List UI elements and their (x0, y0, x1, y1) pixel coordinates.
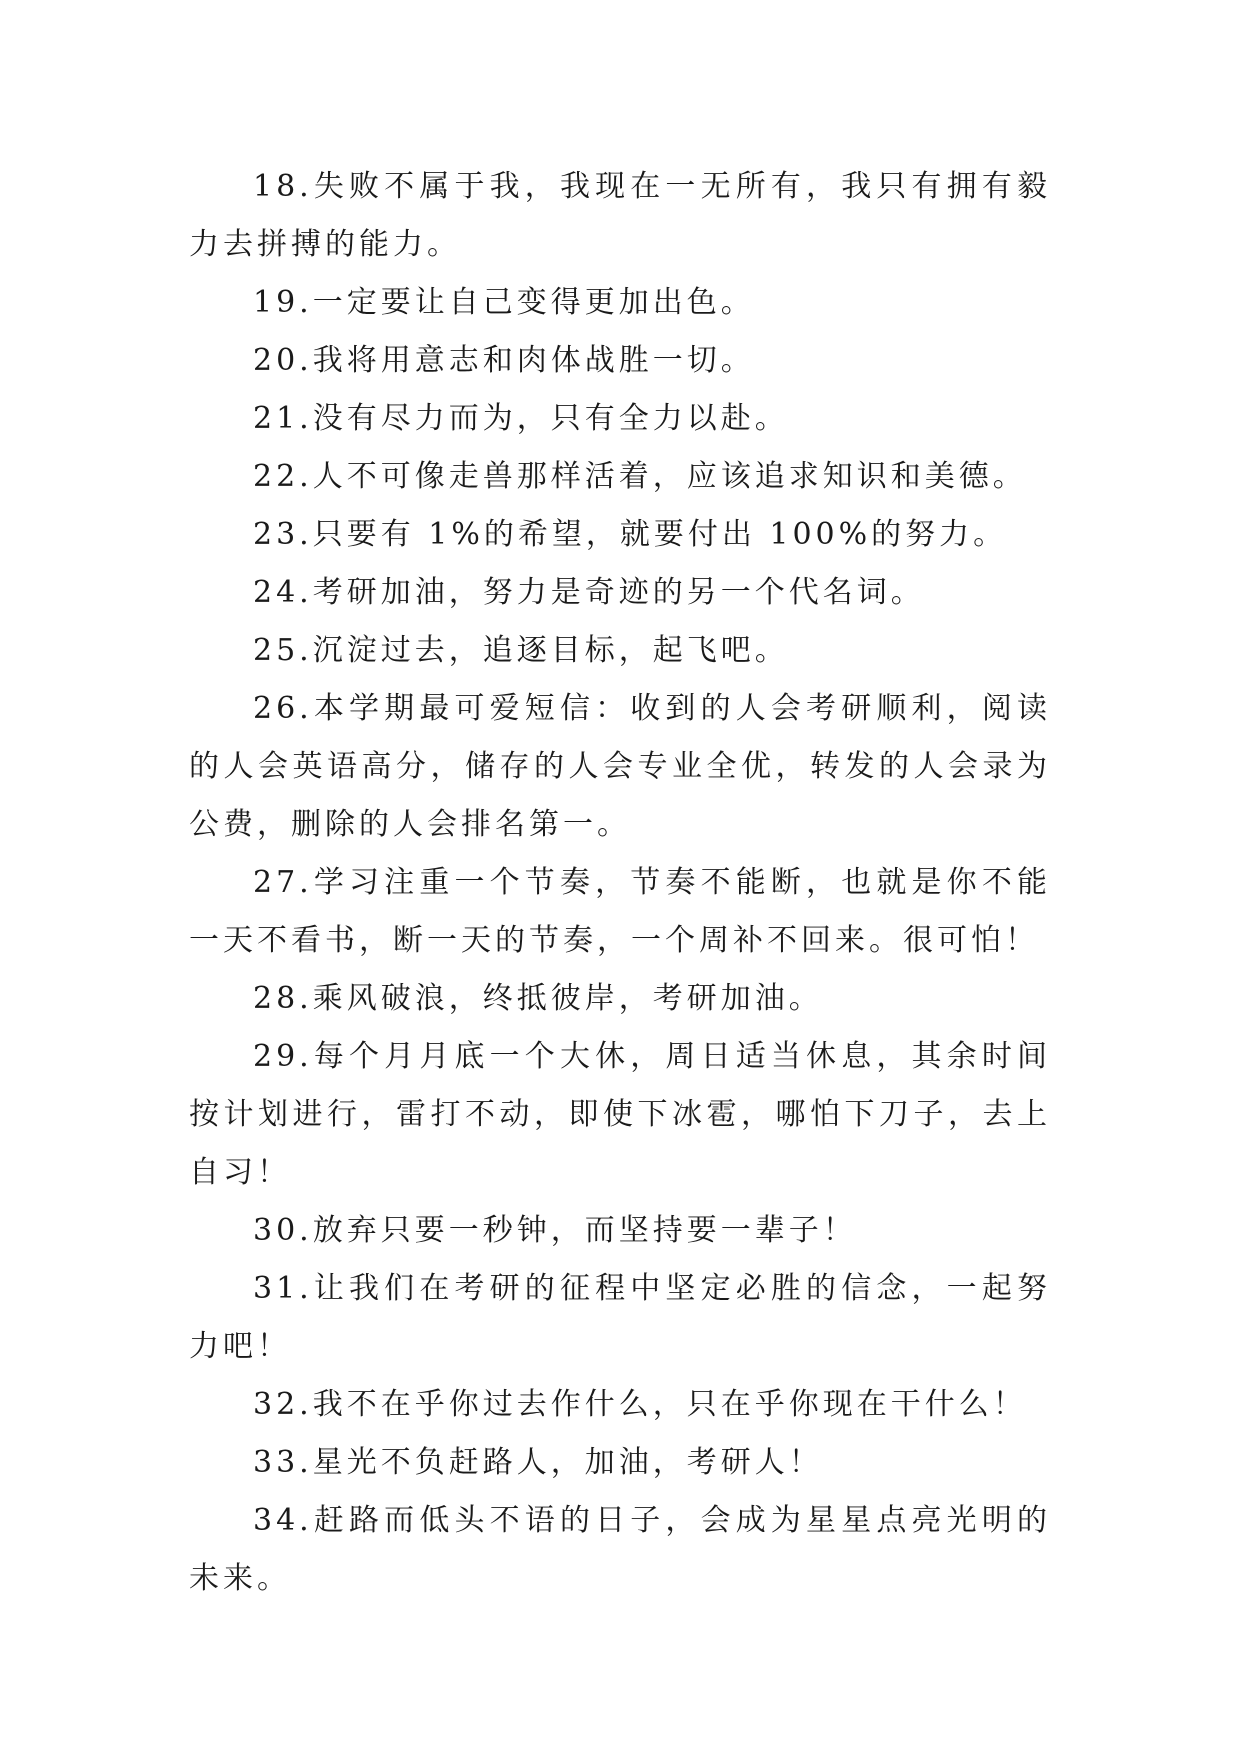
paragraph-22: 22.人不可像走兽那样活着，应该追求知识和美德。 (253, 459, 1027, 494)
paragraph-27: 27.学习注重一个节奏，节奏不能断，也就是你不能一天不看书，断一天的节奏，一个周补不回来。很可怕！ (189, 865, 1051, 958)
paragraph-34: 34.赶路而低头不语的日子，会成为星星点亮光明的未来。 (189, 1503, 1051, 1596)
paragraph-31: 31.让我们在考研的征程中坚定必胜的信念，一起努力吧！ (189, 1271, 1051, 1364)
paragraph-32: 32.我不在乎你过去作什么，只在乎你现在干什么！ (253, 1387, 1027, 1422)
paragraph-30: 30.放弃只要一秒钟，而坚持要一辈子！ (253, 1213, 857, 1248)
paragraph-23: 23.只要有 1%的希望，就要付出 100%的努力。 (253, 517, 1008, 552)
paragraph-33: 33.星光不负赶路人，加油，考研人！ (253, 1445, 823, 1480)
paragraph-28: 28.乘风破浪，终抵彼岸，考研加油。 (253, 981, 823, 1016)
paragraph-24: 24.考研加油，努力是奇迹的另一个代名词。 (253, 575, 925, 610)
paragraph-29: 29.每个月月底一个大休，周日适当休息，其余时间按计划进行，雷打不动，即使下冰雹，哪怕下刀子，去上自习！ (189, 1039, 1051, 1190)
paragraph-25: 25.沉淀过去，追逐目标，起飞吧。 (253, 633, 789, 668)
paragraph-18: 18.失败不属于我，我现在一无所有，我只有拥有毅力去拼搏的能力。 (189, 169, 1051, 262)
paragraph-19: 19.一定要让自己变得更加出色。 (253, 285, 755, 320)
paragraph-20: 20.我将用意志和肉体战胜一切。 (253, 343, 755, 378)
document-body (189, 158, 1051, 1608)
paragraph-21: 21.没有尽力而为，只有全力以赴。 (253, 401, 789, 436)
paragraph-26: 26.本学期最可爱短信：收到的人会考研顺利，阅读的人会英语高分，储存的人会专业全优，转发的人会录为公费，删除的人会排名第一。 (189, 691, 1051, 842)
